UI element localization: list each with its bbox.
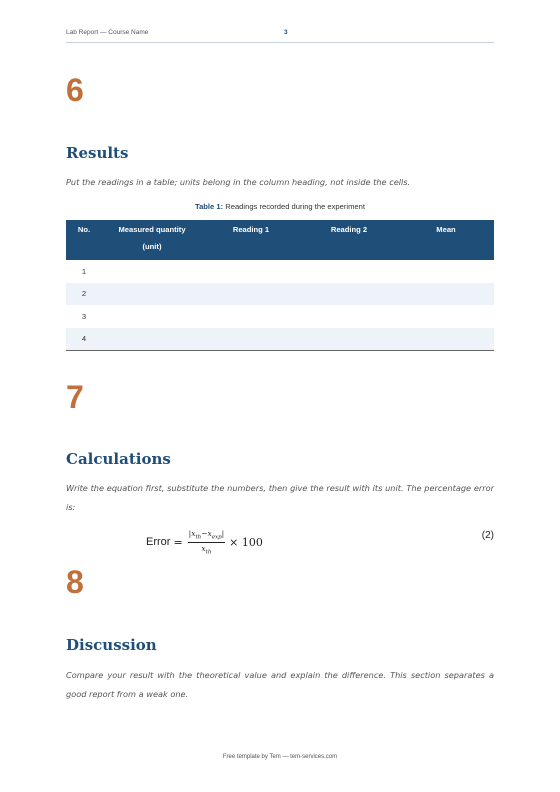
cell-reading-1 xyxy=(202,305,300,328)
cell-quantity xyxy=(102,305,202,328)
results-instructions: Put the readings in a table; units belong in the column heading, not inside the cells. xyxy=(66,177,411,187)
cell-mean xyxy=(398,305,494,328)
cell-reading-1 xyxy=(202,260,300,283)
equation-number: (2) xyxy=(481,530,494,541)
equation-body xyxy=(146,529,263,555)
denominator-sub-th: th xyxy=(205,549,212,555)
cell-quantity xyxy=(102,328,202,351)
cell-mean xyxy=(398,328,494,351)
header-quantity-line1: Measured quantity xyxy=(118,225,186,234)
cell-reading-1 xyxy=(202,283,300,306)
table-row xyxy=(66,328,494,351)
cell-reading-2 xyxy=(300,328,398,351)
row-number: 4 xyxy=(66,328,102,351)
equation-lhs: Error xyxy=(146,536,171,548)
table-caption xyxy=(66,202,494,211)
section-title-discussion: Discussion xyxy=(66,636,157,654)
cell-reading-2 xyxy=(300,305,398,328)
numerator-sub-exp: exp xyxy=(211,534,222,541)
header-page-number: 3 xyxy=(284,29,288,36)
page-footer: Free template by Tem — tem-services.com xyxy=(222,754,338,760)
row-number: 3 xyxy=(81,311,87,321)
section-title-results: Results xyxy=(66,144,129,162)
numerator-prefix: |x xyxy=(188,529,196,538)
header-quantity-unit: (unit) xyxy=(142,242,162,251)
chapter-number-discussion: 8 xyxy=(66,564,84,600)
cell-reading-2 xyxy=(300,260,398,283)
header-measured-quantity xyxy=(102,220,202,260)
calculations-instructions: Write the equation first, substitute the numbers, then give the result with its unit. The percentage error is: xyxy=(66,483,494,512)
cell-reading-2 xyxy=(300,283,398,306)
equation-fraction xyxy=(188,529,225,555)
numerator-suffix: | xyxy=(221,529,225,538)
cell-mean xyxy=(398,283,494,306)
table-row xyxy=(66,283,494,306)
readings-table xyxy=(66,220,494,351)
table-caption-text: Readings recorded during the experiment xyxy=(223,202,365,211)
header-title: Lab Report — Course Name xyxy=(66,29,149,36)
cell-reading-1 xyxy=(202,328,300,351)
equation-equals: = xyxy=(173,535,183,549)
chapter-number-results: 6 xyxy=(66,72,84,108)
fraction-denominator xyxy=(201,543,211,556)
cell-quantity xyxy=(102,260,202,283)
numerator-mid: −x xyxy=(201,529,212,538)
table-header-row xyxy=(66,220,494,260)
cell-mean xyxy=(398,260,494,283)
section-title-calculations: Calculations xyxy=(66,450,171,468)
row-number: 2 xyxy=(81,289,87,299)
header-reading-1: Reading 1 xyxy=(232,225,270,234)
header-reading-2: Reading 2 xyxy=(330,225,368,234)
fraction-numerator xyxy=(188,529,225,543)
table-row xyxy=(66,305,494,328)
header-no: No. xyxy=(77,225,91,234)
chapter-number-calculations: 7 xyxy=(66,379,84,415)
discussion-instructions: Compare your result with the theoretical value and explain the difference. This section separates a good report from a weak one. xyxy=(66,670,494,699)
table-caption-label: Table 1: xyxy=(195,202,224,211)
row-number: 1 xyxy=(81,266,87,276)
denominator-var: x xyxy=(201,543,206,553)
numerator-sub-th: th xyxy=(195,534,202,541)
page-header xyxy=(66,29,494,43)
equation-rhs: × 100 xyxy=(229,535,263,549)
cell-quantity xyxy=(102,283,202,306)
header-mean: Mean xyxy=(436,225,456,234)
percentage-error-equation xyxy=(66,526,494,555)
table-row xyxy=(66,260,494,283)
